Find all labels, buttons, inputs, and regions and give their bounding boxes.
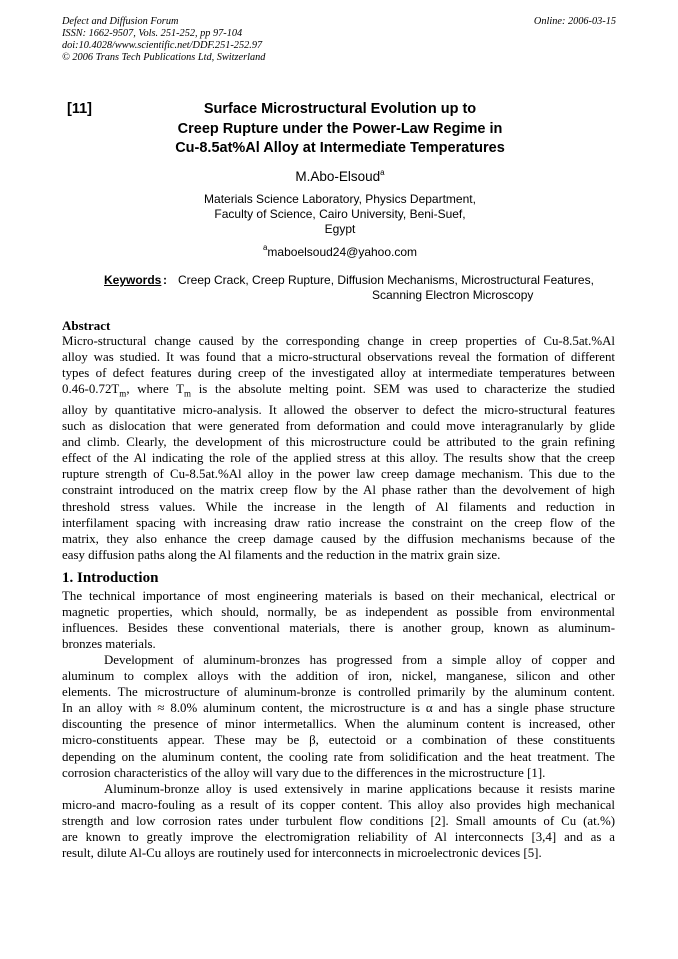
affiliation <box>140 192 540 237</box>
title-line: Creep Rupture under the Power-Law Regime in <box>177 120 503 137</box>
title-line: Surface Microstructural Evolution up to <box>203 101 477 117</box>
author-email <box>140 243 540 259</box>
affiliation-line: Materials Science Laboratory, Physics Department, <box>204 192 476 206</box>
abstract-line: rupture strength of Cu-8.5at.%Al alloy in the power law creep damage mechanism. This due to the <box>62 467 615 482</box>
intro-line: result, dilute Al-Cu alloys are routinely used for interconnects in microelectronic devices [5]. <box>62 846 542 861</box>
keywords-colon: : <box>163 273 167 287</box>
keywords-list: Creep Crack, Creep Rupture, Diffusion Mechanisms, Microstructural Features, <box>178 273 594 287</box>
email-affiliation-mark: a <box>262 243 268 252</box>
intro-line: corrosion characteristics of the alloy will vary due to the differences in the microstructure [1]. <box>62 765 546 780</box>
abstract-line: matrix, they also enhance the creep damage caused by the diffusion mechanisms because of the <box>62 531 615 546</box>
intro-line: micro-constituents appear. These may be β, eutectoid or a combination of these constituents <box>62 733 615 748</box>
abstract-line: $0.46-0.72T_m$, where $T_m$ is the absolute melting point. SEM was used to characterize the studied <box>62 382 615 399</box>
abstract-line: Micro-structural change caused by the corresponding change in creep properties of Cu-8.5at.%Al <box>62 334 615 348</box>
intro-line: Aluminum-bronze alloy is used extensively in marine applications because it resists marine <box>104 782 615 796</box>
abstract-line: threshold stress values. While the increase in the length of Al filaments and reduction in <box>62 499 615 514</box>
abstract-line: and climb. Clearly, the development of this microstructure could be attributed to the grain refining <box>62 435 615 450</box>
online-date: Online: 2006-03-15 <box>533 16 616 27</box>
email-address[interactable]: maboelsoud24@yahoo.com <box>267 245 418 259</box>
intro-line: magnetic properties, which should, normally, be as independent as possible from environmental <box>62 605 615 620</box>
intro-paragraph-1 <box>62 588 615 652</box>
abstract-line: constraint introduced on the matrix creep flow by the Al phase rather than the devolvement of high <box>62 483 615 498</box>
intro-line: are known to greatly improve the electromigration reliability of Al interconnects [3,4] and as a <box>62 830 615 845</box>
copyright-line: © 2006 Trans Tech Publications Ltd, Switzerland <box>62 52 266 63</box>
intro-line: The technical importance of most engineering materials is based on their mechanical, electrical or <box>62 589 615 603</box>
introduction-heading: 1. Introduction <box>62 570 159 586</box>
author-name: M.Abo-Elsoud <box>295 169 381 184</box>
intro-line: strength and low corrosion rates under turbulent flow conditions [2]. Small amounts of Cu (at.%) <box>62 814 615 829</box>
affiliation-line: Faculty of Science, Cairo University, Beni-Suef, <box>214 207 466 221</box>
abstract-line: easy diffusion paths along the Al filaments and the reduction in the matrix grain size. <box>62 547 501 562</box>
abstract-line: alloy by quantitative micro-analysis. It allowed the observer to defect the micro-structural features <box>62 402 615 417</box>
abstract-line: types of defect features during creep of the investigated alloy at intermediate temperatures between <box>62 366 615 381</box>
intro-line: depending on the aluminum content, the cooling rate from solidification and the heat treatment. The <box>62 749 615 764</box>
author <box>140 168 540 184</box>
intro-paragraph-2 <box>62 652 615 781</box>
intro-line: In an alloy with ≈ 8.0% aluminum content, the microstructure is α and has a single phase structure <box>62 701 615 716</box>
intro-paragraph-3 <box>62 781 615 861</box>
intro-line: elements. The microstructure of aluminum-bronze is controlled primarily by the aluminum content. <box>62 685 615 700</box>
intro-line: micro-and macro-fouling as a result of its copper content. This alloy also provides high mechanical <box>62 798 615 813</box>
abstract-line: effect of the Al indicating the role of the applied stress at this alloy. The results show that the creep <box>62 451 615 466</box>
abstract-heading: Abstract <box>62 318 111 333</box>
paper-title <box>140 100 540 159</box>
intro-line: Development of aluminum-bronzes has progressed from a simple alloy of copper and <box>104 653 615 667</box>
title-line: Cu-8.5at%Al Alloy at Intermediate Temperatures <box>175 140 505 156</box>
abstract-line: alloy was studied. It was found that a micro-structural observations reveal the formation of different <box>62 350 615 365</box>
intro-line: influences. Besides these conventional materials, there is another group, known as aluminum- <box>62 621 615 636</box>
issn-line: ISSN: 1662-9507, Vols. 251-252, pp 97-104 <box>62 28 243 39</box>
intro-line: aluminum to complex alloys with the addition of iron, nickel, manganese, silicon and other <box>62 669 615 684</box>
reference-number: [11] <box>67 101 92 117</box>
author-affiliation-mark: a <box>380 168 385 177</box>
journal-header <box>62 16 422 64</box>
abstract-line: interfilament spacing with increasing draw ratio increase the constraint on the creep flow of the <box>62 515 615 530</box>
abstract-body <box>62 333 615 563</box>
intro-line: discounting the presence of minor intermetallics. When the aluminum content is increased, other <box>62 717 615 732</box>
doi-line: doi:10.4028/www.scientific.net/DDF.251-252.97 <box>62 40 263 51</box>
keywords-list-continued: Scanning Electron Microscopy <box>372 288 534 302</box>
intro-line: bronzes materials. <box>62 637 156 652</box>
journal-name: Defect and Diffusion Forum <box>62 16 179 27</box>
abstract-line: such as dislocation that were generated from deformation and could move interagranularly by glide <box>62 419 615 434</box>
affiliation-line: Egypt <box>324 222 356 236</box>
keywords-label: Keywords <box>104 273 162 287</box>
